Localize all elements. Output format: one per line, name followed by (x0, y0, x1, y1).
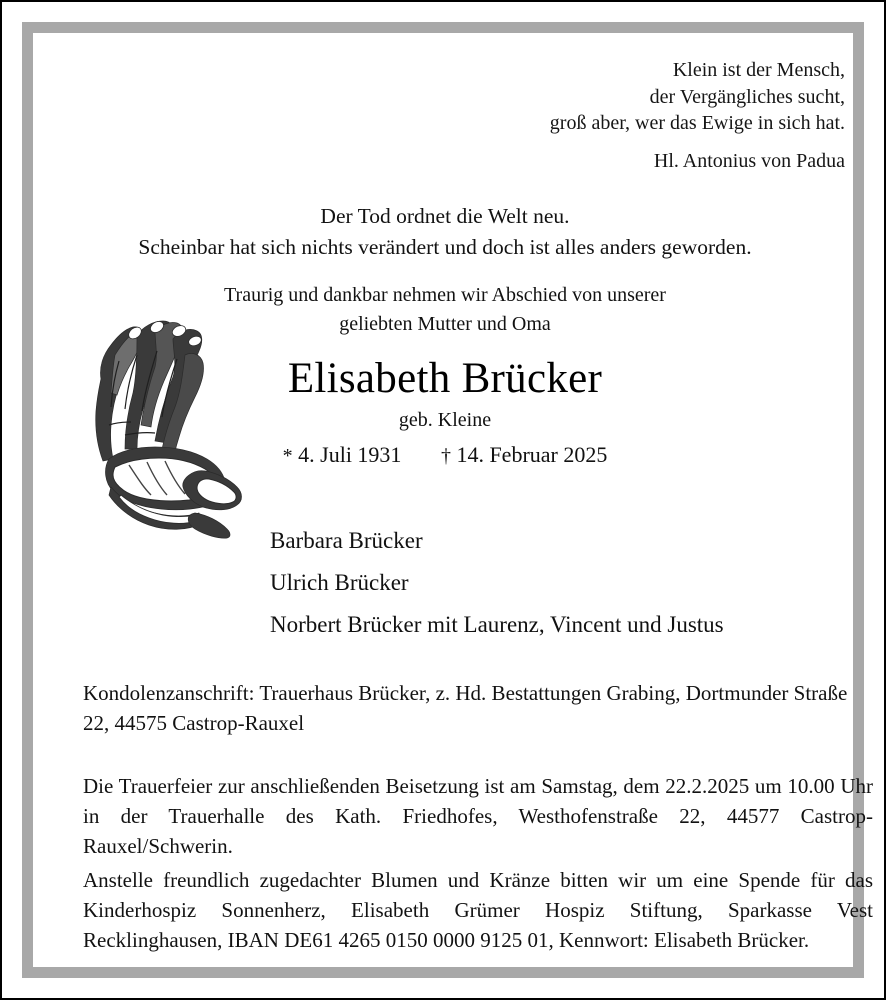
life-dates (45, 441, 845, 470)
donation-request: Anstelle freundlich zugedachter Blumen und Kränze bitten wir um eine Spende für das Kinderhospiz Sonnenherz, Elisabeth Grümer Hospiz Stiftung, Sparkasse Vest Recklinghausen, IBAN DE61 4265 0150 0000 9125 01, Kennwort: Elisabeth Brücker. (83, 868, 873, 952)
epigraph-line-2: der Vergängliches sucht, (649, 85, 845, 108)
death-date: 14. Februar 2025 (456, 442, 608, 467)
farewell-line-1: Traurig und dankbar nehmen wir Abschied von unserer (224, 284, 666, 306)
farewell-line-2: geliebten Mutter und Oma (339, 313, 551, 335)
deceased-name: Elisabeth Brücker (287, 355, 603, 402)
notice-content (33, 33, 873, 967)
farewell-text (45, 281, 845, 339)
ceremony-details: Die Trauerfeier zur anschließenden Beisetzung ist am Samstag, dem 22.2.2025 um 10.00 Uhr in der Trauerhalle des Kath. Friedhofes, Westhofenstraße 22, 44577 Castrop-Rauxel/Schwerin. (83, 774, 873, 858)
birth-date: 4. Juli 1931 (298, 442, 402, 467)
epigraph-attribution: Hl. Antonius von Padua (653, 149, 845, 172)
intro-line-1: Der Tod ordnet die Welt neu. (320, 204, 570, 228)
cross-symbol-icon: † (440, 445, 451, 467)
epigraph-line-3: groß aber, wer das Ewige in sich hat. (549, 112, 845, 134)
death-date-group (441, 442, 607, 467)
intro-text (45, 201, 845, 263)
survivor-item: Barbara Brücker (270, 528, 423, 553)
birth-symbol-icon: * (282, 445, 293, 467)
decorative-frame (22, 22, 873, 978)
deceased-block (45, 353, 845, 470)
survivors-list (270, 520, 870, 646)
intro-line-2: Scheinbar hat sich nichts verändert und doch ist alles anders geworden. (138, 235, 752, 259)
epigraph-line-1: Klein ist der Mensch, (672, 59, 845, 81)
survivor-item: Ulrich Brücker (270, 570, 409, 595)
maiden-name: geb. Kleine (398, 409, 492, 431)
condolence-address: Kondolenzanschrift: Trauerhaus Brücker, z. Hd. Bestattungen Grabing, Dortmunder Straße 22, 44575 Castrop-Rauxel (83, 681, 848, 735)
survivor-item: Norbert Brücker mit Laurenz, Vincent und Justus (270, 612, 724, 637)
birth-date-group (283, 442, 407, 467)
epigraph (393, 57, 845, 174)
